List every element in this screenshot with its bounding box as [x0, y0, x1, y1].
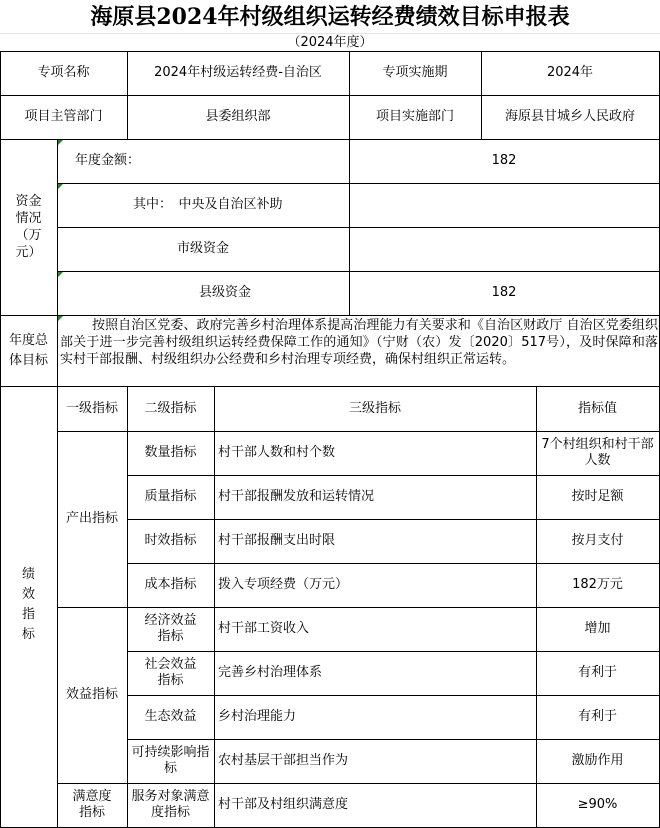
cell-marker-icon — [58, 184, 63, 189]
header-level3: 三级指标 — [348, 400, 401, 416]
value-cell: 增加 — [584, 621, 611, 636]
county-funds-value: 182 — [491, 285, 517, 300]
central-subsidy-label: 其中： 中央及自治区补助 — [133, 197, 283, 212]
level1-satisfaction: 满意度指标 — [72, 789, 112, 820]
page-subtitle: （2024年度） — [287, 35, 373, 50]
city-funds-value — [349, 227, 659, 271]
header-value: 指标值 — [577, 400, 617, 416]
value-cell: 激励作用 — [571, 753, 624, 768]
level3-cell: 乡村治理能力 — [218, 709, 297, 724]
level2-cell: 可持续影响指标 — [131, 745, 210, 776]
funds-label-line: 情况 — [15, 211, 42, 226]
level3-cell: 拨入专项经费（万元） — [218, 577, 349, 592]
goal-label-line: 年度总 — [8, 332, 48, 348]
project-name-value: 2024年村级运转经费-自治区 — [154, 65, 322, 80]
value-cell: 182万元 — [572, 577, 623, 592]
value-cell: 有利于 — [577, 665, 617, 680]
goal-label-line: 体目标 — [8, 352, 48, 368]
project-name-label: 专项名称 — [37, 65, 90, 80]
central-subsidy-value — [349, 183, 659, 227]
level2-cell: 数量指标 — [144, 445, 197, 460]
value-cell: 按月支付 — [571, 533, 624, 548]
level1-benefit: 效益指标 — [65, 687, 118, 702]
funds-label-line: 资金 — [15, 194, 42, 209]
funds-label-line: 元） — [15, 245, 42, 260]
annual-amount-value: 182 — [491, 153, 517, 168]
goal-label — [0, 315, 57, 386]
level3-cell: 村干部报酬发放和运转情况 — [218, 489, 375, 504]
funds-section-label — [0, 139, 57, 315]
impl-dept-label: 项目实施部门 — [375, 109, 454, 124]
period-label: 专项实施期 — [382, 65, 448, 80]
goal-text: 按照自治区党委、政府完善乡村治理体系提高治理能力有关要求和《自治区财政厅 自治区党委组织部关于进一步完善村级组织运转经费保障工作的通知》（宁财（农）发〔2020〕517号），及时保障和落实村干部报酬、村级组织办公经费和乡村治理专项经费，确保村组织正常运转。 — [60, 318, 658, 367]
cell-marker-icon — [58, 272, 63, 277]
level2-cell: 经济效益指标 — [144, 613, 197, 644]
level3-cell: 村干部人数和村个数 — [218, 445, 336, 460]
level3-cell: 农村基层干部担当作为 — [218, 753, 349, 768]
level2-cell: 服务对象满意度指标 — [131, 789, 210, 820]
level2-cell: 成本指标 — [144, 577, 197, 592]
funds-label-line: （万 — [15, 228, 42, 243]
dept-label: 项目主管部门 — [24, 109, 103, 124]
indicators-label-line: 效 — [21, 587, 35, 602]
level2-cell: 生态效益 — [144, 709, 197, 724]
level1-output: 产出指标 — [65, 511, 118, 526]
value-cell: 按时足额 — [571, 489, 624, 504]
page-title: 海原县2024年村级组织运转经费绩效目标申报表 — [90, 4, 570, 30]
cell-marker-icon — [58, 316, 63, 321]
level3-cell: 完善乡村治理体系 — [218, 665, 323, 680]
indicators-section-label — [0, 560, 57, 650]
level3-cell: 村干部工资收入 — [218, 621, 310, 636]
period-value: 2024年 — [546, 65, 594, 80]
level2-cell: 时效指标 — [144, 533, 197, 548]
value-cell: 7个村组织和村干部人数 — [541, 437, 654, 468]
level2-cell: 社会效益指标 — [144, 657, 197, 688]
annual-amount-label: 年度金额： — [75, 153, 141, 168]
indicators-label-line: 绩 — [21, 567, 35, 582]
indicators-label-line: 指 — [21, 607, 35, 622]
impl-dept-value: 海原县甘城乡人民政府 — [504, 109, 635, 124]
header-level1: 一级指标 — [65, 400, 118, 416]
indicators-label-line: 标 — [21, 627, 35, 642]
header-level2: 二级指标 — [144, 400, 197, 416]
level3-cell: 村干部报酬支出时限 — [218, 533, 336, 548]
value-cell: ≥90% — [577, 797, 618, 812]
cell-marker-icon — [58, 140, 63, 145]
level2-cell: 质量指标 — [144, 489, 197, 504]
level3-cell: 村干部及村组织满意度 — [218, 797, 349, 812]
city-funds-label: 市级资金 — [176, 241, 229, 256]
value-cell: 有利于 — [577, 709, 617, 724]
county-funds-label: 县级资金 — [198, 285, 251, 300]
dept-value: 县委组织部 — [205, 109, 271, 124]
